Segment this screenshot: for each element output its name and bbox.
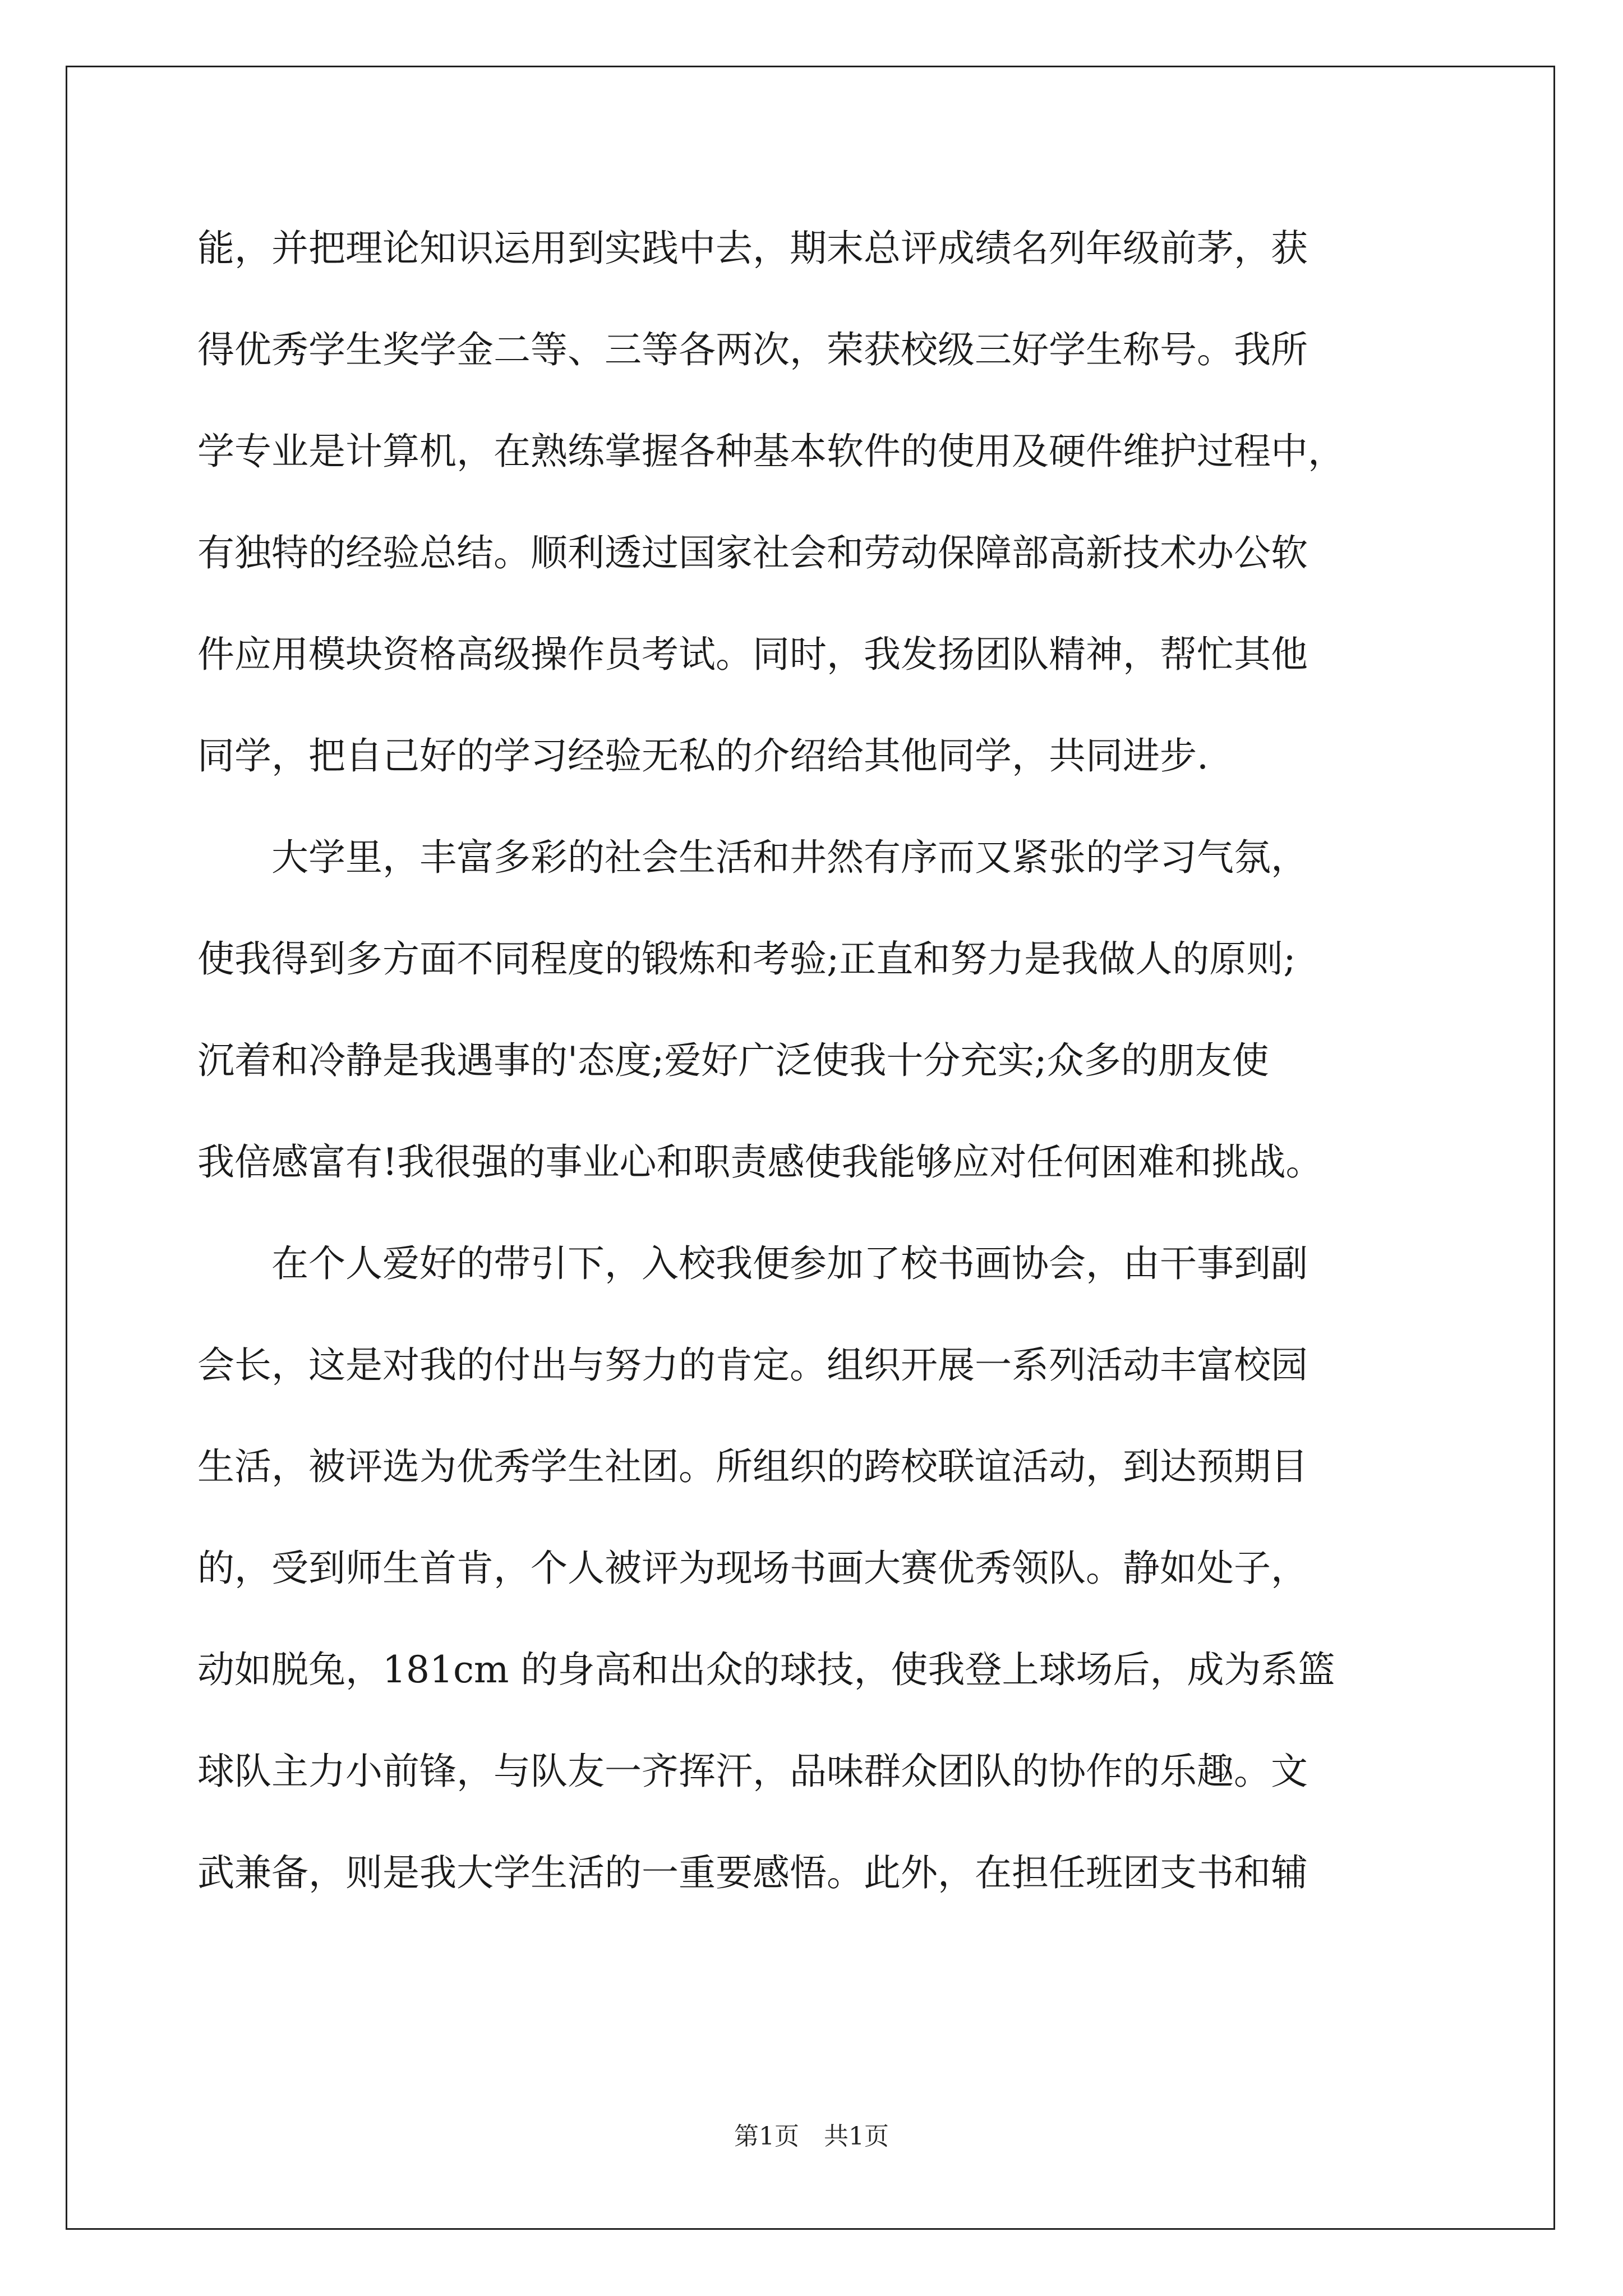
text-line: 武兼备，则是我大学生活的一重要感悟。此外，在担任班团支书和辅 xyxy=(197,1851,1308,1894)
text-line: 大学里，丰富多彩的社会生活和井然有序而又紧张的学习气氛， xyxy=(197,836,1308,879)
text-line: 我倍感富有!我很强的事业心和职责感使我能够应对任何困难和挑战。 xyxy=(197,1140,1323,1184)
text-line: 学专业是计算机，在熟练掌握各种基本软件的使用及硬件维护过程中， xyxy=(197,430,1345,473)
text-line: 在个人爱好的带引下，入校我便参加了校书画协会，由干事到副 xyxy=(197,1242,1308,1285)
text-line: 件应用模块资格高级操作员考试。同时，我发扬团队精神，帮忙其他 xyxy=(197,633,1308,676)
text-line: 的，受到师生首肯，个人被评为现场书画大赛优秀领队。静如处子， xyxy=(197,1547,1308,1590)
document-body xyxy=(197,197,1431,1924)
text-line: 球队主力小前锋，与队友一齐挥汗，品味群众团队的协作的乐趣。文 xyxy=(197,1750,1308,1793)
text-line: 使我得到多方面不同程度的锻炼和考验;正直和努力是我做人的原则; xyxy=(197,937,1296,981)
page-number-footer: 第1页 共1页 xyxy=(734,2122,889,2151)
text-line: 同学，把自己好的学习经验无私的介绍给其他同学，共同进步. xyxy=(197,734,1209,777)
text-line: 会长，这是对我的付出与努力的肯定。组织开展一系列活动丰富校园 xyxy=(197,1343,1308,1387)
text-line: 动如脱兔，181cm 的身高和出众的球技，使我登上球场后，成为系篮 xyxy=(197,1648,1335,1691)
text-line: 生活，被评选为优秀学生社团。所组织的跨校联谊活动，到达预期目 xyxy=(197,1445,1308,1488)
text-line: 沉着和冷静是我遇事的'态度;爱好广泛使我十分充实;众多的朋友使 xyxy=(197,1039,1269,1082)
text-line: 有独特的经验总结。顺利透过国家社会和劳动保障部高新技术办公软 xyxy=(197,531,1308,574)
text-line: 得优秀学生奖学金二等、三等各两次，荣获校级三好学生称号。我所 xyxy=(197,328,1308,371)
text-line: 能，并把理论知识运用到实践中去，期末总评成绩名列年级前茅，获 xyxy=(197,227,1308,270)
